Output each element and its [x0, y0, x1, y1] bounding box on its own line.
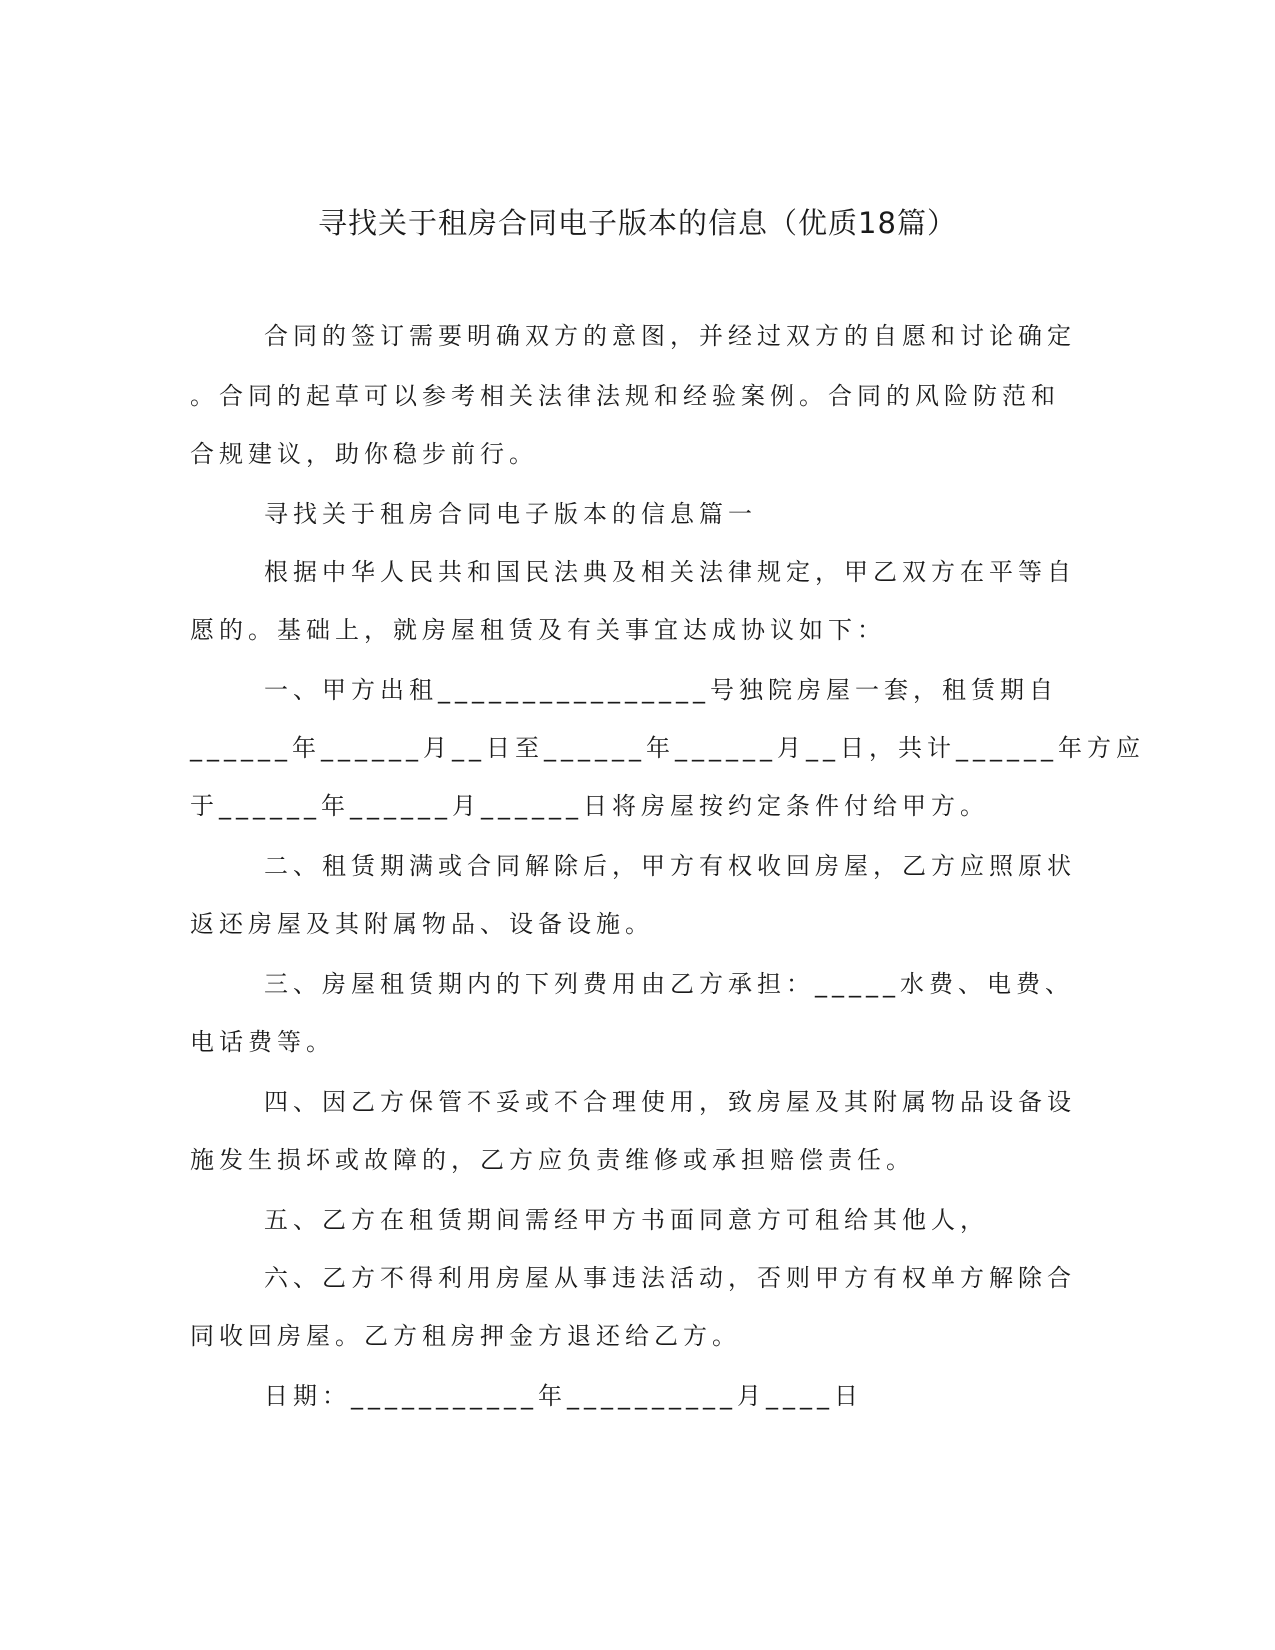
section-heading: 寻找关于租房合同电子版本的信息篇一 [264, 500, 757, 528]
paragraph-line: 合规建议，助你稳步前行。 [190, 440, 538, 468]
paragraph-line: 根据中华人民共和国民法典及相关法律规定，甲乙双方在平等自 [264, 558, 1076, 586]
paragraph-line: 愿的。基础上，就房屋租赁及有关事宜达成协议如下： [190, 616, 886, 644]
paragraph-line: 。合同的起草可以参考相关法律法规和经验案例。合同的风险防范和 [190, 382, 1060, 410]
clause-line: 六、乙方不得利用房屋从事违法活动，否则甲方有权单方解除合 [264, 1264, 1076, 1292]
clause-line: 同收回房屋。乙方租房押金方退还给乙方。 [190, 1322, 741, 1350]
clause-line: 三、房屋租赁期内的下列费用由乙方承担：_____水费、电费、 [264, 970, 1074, 998]
clause-line: 五、乙方在租赁期间需经甲方书面同意方可租给其他人， [264, 1206, 989, 1234]
clause-line: ______年______月__日至______年______月__日，共计______年方应 [190, 734, 1145, 762]
document-title: 寻找关于租房合同电子版本的信息（优质18篇） [318, 206, 957, 240]
clause-line: 一、甲方出租________________号独院房屋一套，租赁期自 [264, 676, 1058, 704]
clause-line: 施发生损坏或故障的，乙方应负责维修或承担赔偿责任。 [190, 1146, 915, 1174]
clause-line: 于______年______月______日将房屋按约定条件付给甲方。 [190, 792, 989, 820]
date-line: 日期：___________年__________月____日 [264, 1382, 863, 1410]
clause-line: 返还房屋及其附属物品、设备设施。 [190, 910, 654, 938]
clause-line: 电话费等。 [190, 1028, 335, 1056]
clause-line: 四、因乙方保管不妥或不合理使用，致房屋及其附属物品设备设 [264, 1088, 1076, 1116]
paragraph-line: 合同的签订需要明确双方的意图，并经过双方的自愿和讨论确定 [264, 322, 1076, 350]
clause-line: 二、租赁期满或合同解除后，甲方有权收回房屋，乙方应照原状 [264, 852, 1076, 880]
